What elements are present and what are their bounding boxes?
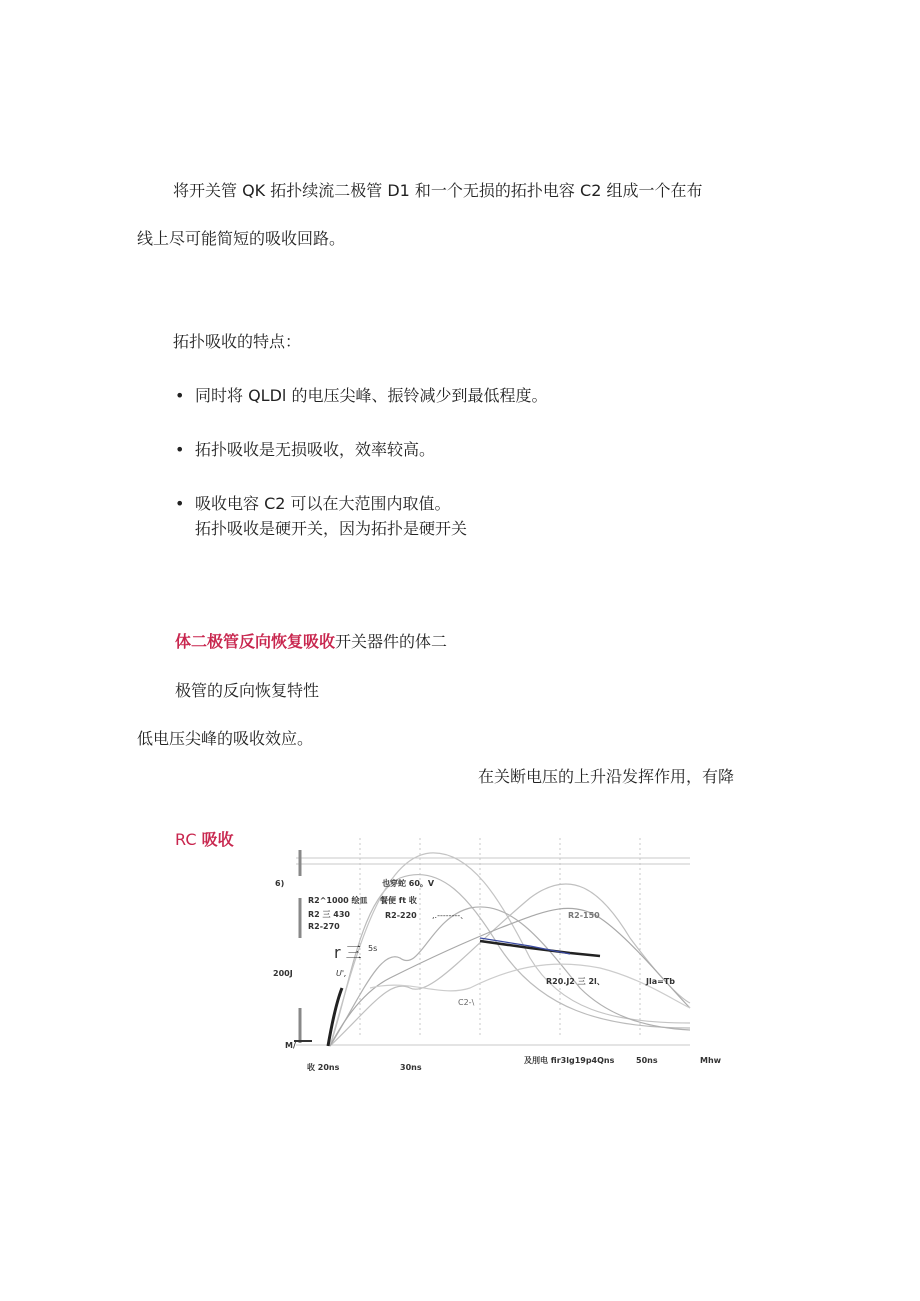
fig-label-6: 6): [275, 879, 285, 888]
body-diode-line-2: 极管的反向恢复特性: [175, 681, 320, 700]
body-diode-rest: 开关器件的体二: [335, 632, 448, 651]
rc-heading: [175, 830, 234, 850]
right-aligned-line: 在关断电压的上升沿发挥作用，有降: [478, 767, 735, 786]
fig-label-t30: 30ns: [400, 1063, 422, 1072]
fig-label-m: M/: [285, 1041, 296, 1050]
bullet-item-1: 同时将 QLDl 的电压尖峰、振铃减少到最低程度。: [195, 386, 548, 405]
bullet-dot: •: [175, 494, 185, 513]
rc-heading-rc: RC: [175, 830, 202, 849]
bullet-item-2: 拓扑吸收是无损吸收，效率较高。: [195, 440, 436, 459]
waveform-figure: [270, 838, 730, 1078]
paragraph-line-1: 将开关管 QK 拓扑续流二极管 D1 和一个无损的拓扑电容 C2 组成一个在布: [173, 181, 703, 200]
fig-label-t50: 50ns: [636, 1056, 658, 1065]
fig-label-u-prime: U',: [336, 969, 347, 978]
fig-label-200j: 200J: [273, 969, 293, 978]
fig-label-jla: Jla=Tb: [646, 977, 676, 986]
bullet-item-3: 吸收电容 C2 可以在大范围内取值。: [195, 494, 451, 513]
fig-label-t20: 收 20ns: [307, 1063, 340, 1072]
fig-label-dots: ,.--------、: [432, 911, 469, 920]
fig-label-r2-150: R2-150: [568, 911, 600, 920]
fig-label-t40: 及刖电 fir3lg19p4Qns: [524, 1056, 615, 1065]
fig-label-canbian: 餐便 ft 收: [380, 896, 417, 905]
fig-label-r20: R20.J2 三 2l、: [546, 977, 605, 986]
features-heading: 拓扑吸收的特点：: [173, 332, 302, 351]
fig-label-r2-1000: R2^1000 绘皿: [308, 896, 368, 905]
fig-label-5s: 5s: [368, 944, 378, 953]
fig-label-r2-270: R2-270: [308, 922, 340, 931]
body-diode-line-1: [175, 632, 447, 652]
fig-label-r2-430: R2 三 430: [308, 910, 350, 919]
fig-label-r2-220: R2-220: [385, 911, 417, 920]
bullet-dot: •: [175, 386, 185, 405]
fig-label-c2: C2-\: [458, 998, 475, 1007]
bullet-dot: •: [175, 440, 185, 459]
fig-label-r-three: r 三: [334, 943, 362, 962]
fig-label-mhw: Mhw: [700, 1056, 722, 1065]
bullet-item-3-continuation: 拓扑吸收是硬开关，因为拓扑是硬开关: [195, 519, 468, 538]
body-diode-line-3: 低电压尖峰的吸收效应。: [137, 729, 314, 748]
fig-label-yechuan: 也穿蛇 60。V: [382, 879, 435, 888]
waveform-curve: [330, 884, 690, 1046]
waveform-curve: [370, 964, 690, 1008]
body-diode-highlight: 体二极管反向恢复吸收: [175, 632, 336, 651]
rc-heading-bold: 吸收: [201, 830, 234, 849]
waveform-highlight: [480, 938, 570, 954]
paragraph-line-2: 线上尽可能简短的吸收回路。: [137, 229, 346, 248]
